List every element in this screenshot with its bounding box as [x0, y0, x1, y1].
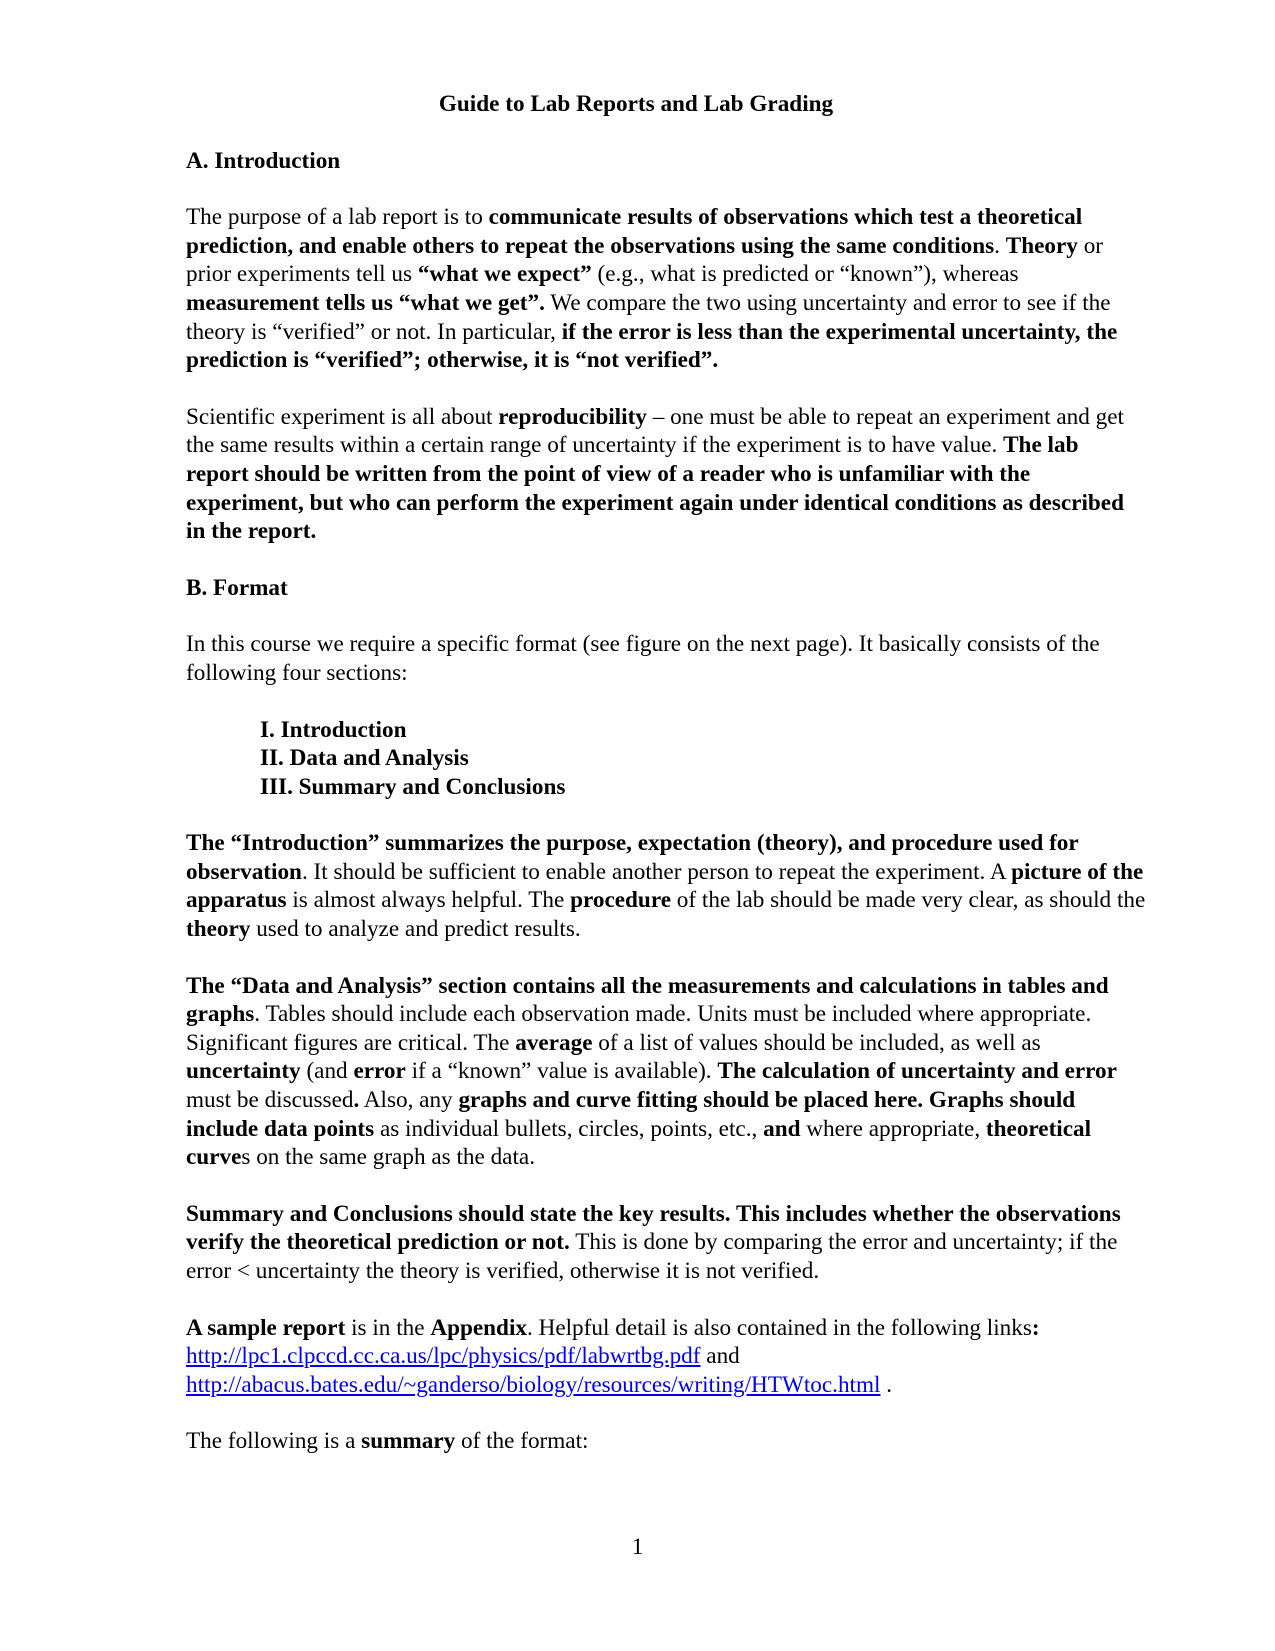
- summary-conclusions-description: Summary and Conclusions should state the key results. This includes whether the observations verify the theoretical prediction or not. This is done by comparing the error and uncertainty; if the error < uncertainty the theory is verified, otherwise it is not verified.: [186, 1200, 1121, 1284]
- page-content: [186, 90, 1146, 1484]
- page-number: 1: [631, 1534, 644, 1560]
- section-list-item: III. Summary and Conclusions: [260, 773, 566, 800]
- section-list-item: II. Data and Analysis: [260, 745, 469, 772]
- document-title: Guide to Lab Reports and Lab Grading: [438, 91, 834, 117]
- section-list: [260, 716, 1146, 802]
- format-summary-lead: The following is a summary of the format:: [186, 1428, 589, 1455]
- section-b-heading: B. Format: [186, 574, 288, 601]
- htwtoc-html-link[interactable]: http://abacus.bates.edu/~ganderso/biology/resources/writing/HTWtoc.html: [186, 1371, 881, 1398]
- section-list-item: I. Introduction: [260, 716, 407, 743]
- section-b-intro: In this course we require a specific format (see figure on the next page). It basically consists of the following four sections:: [186, 631, 1100, 686]
- sample-report-paragraph: A sample report is in the Appendix. Helpful detail is also contained in the following links: http://lpc1.clpccd.cc.ca.us/lpc/physics/pdf/labwrtbg.pdf and http://abacus.bates.edu/~ganderso/biology/resources/writing/HTWtoc.html .: [186, 1314, 1040, 1398]
- introduction-description: The “Introduction” summarizes the purpose, expectation (theory), and procedure used for observation. It should be sufficient to enable another person to repeat the experiment. A picture of the apparatus is almost always helpful. The procedure of the lab should be made very clear, as should the theory used to analyze and predict results.: [186, 830, 1146, 943]
- section-a-paragraph-reproducibility: Scientific experiment is all about reproducibility – one must be able to repeat an experiment and get the same results within a certain range of uncertainty if the experiment is to have value. The lab report should be written from the point of view of a reader who is unfamiliar with the experiment, but who can perform the experiment again under identical conditions as described in the report.: [186, 403, 1124, 545]
- labwrtbg-pdf-link[interactable]: http://lpc1.clpccd.cc.ca.us/lpc/physics/pdf/labwrtbg.pdf: [186, 1343, 701, 1370]
- section-a-heading: A. Introduction: [186, 147, 341, 174]
- section-a-paragraph-purpose: The purpose of a lab report is to communicate results of observations which test a theoretical prediction, and enable others to repeat the observations using the same conditions. Theory or prior experiments tell us “what we expect” (e.g., what is predicted or “known”), whereas measurement tells us “what we get”. We compare the two using uncertainty and error to see if the theory is “verified” or not. In particular, if the error is less than the experimental uncertainty, the prediction is “verified”; otherwise, it is “not verified”.: [186, 204, 1118, 374]
- data-analysis-description: The “Data and Analysis” section contains all the measurements and calculations in tables and graphs. Tables should include each observation made. Units must be included where appropriate. Significant figures are critical. The average of a list of values should be included, as well as uncertainty (and error if a “known” value is available). The calculation of uncertainty and error must be discussed. Also, any graphs and curve fitting should be placed here. Graphs should include data points as individual bullets, circles, points, etc., and where appropriate, theoretical curves on the same graph as the data.: [186, 972, 1117, 1171]
